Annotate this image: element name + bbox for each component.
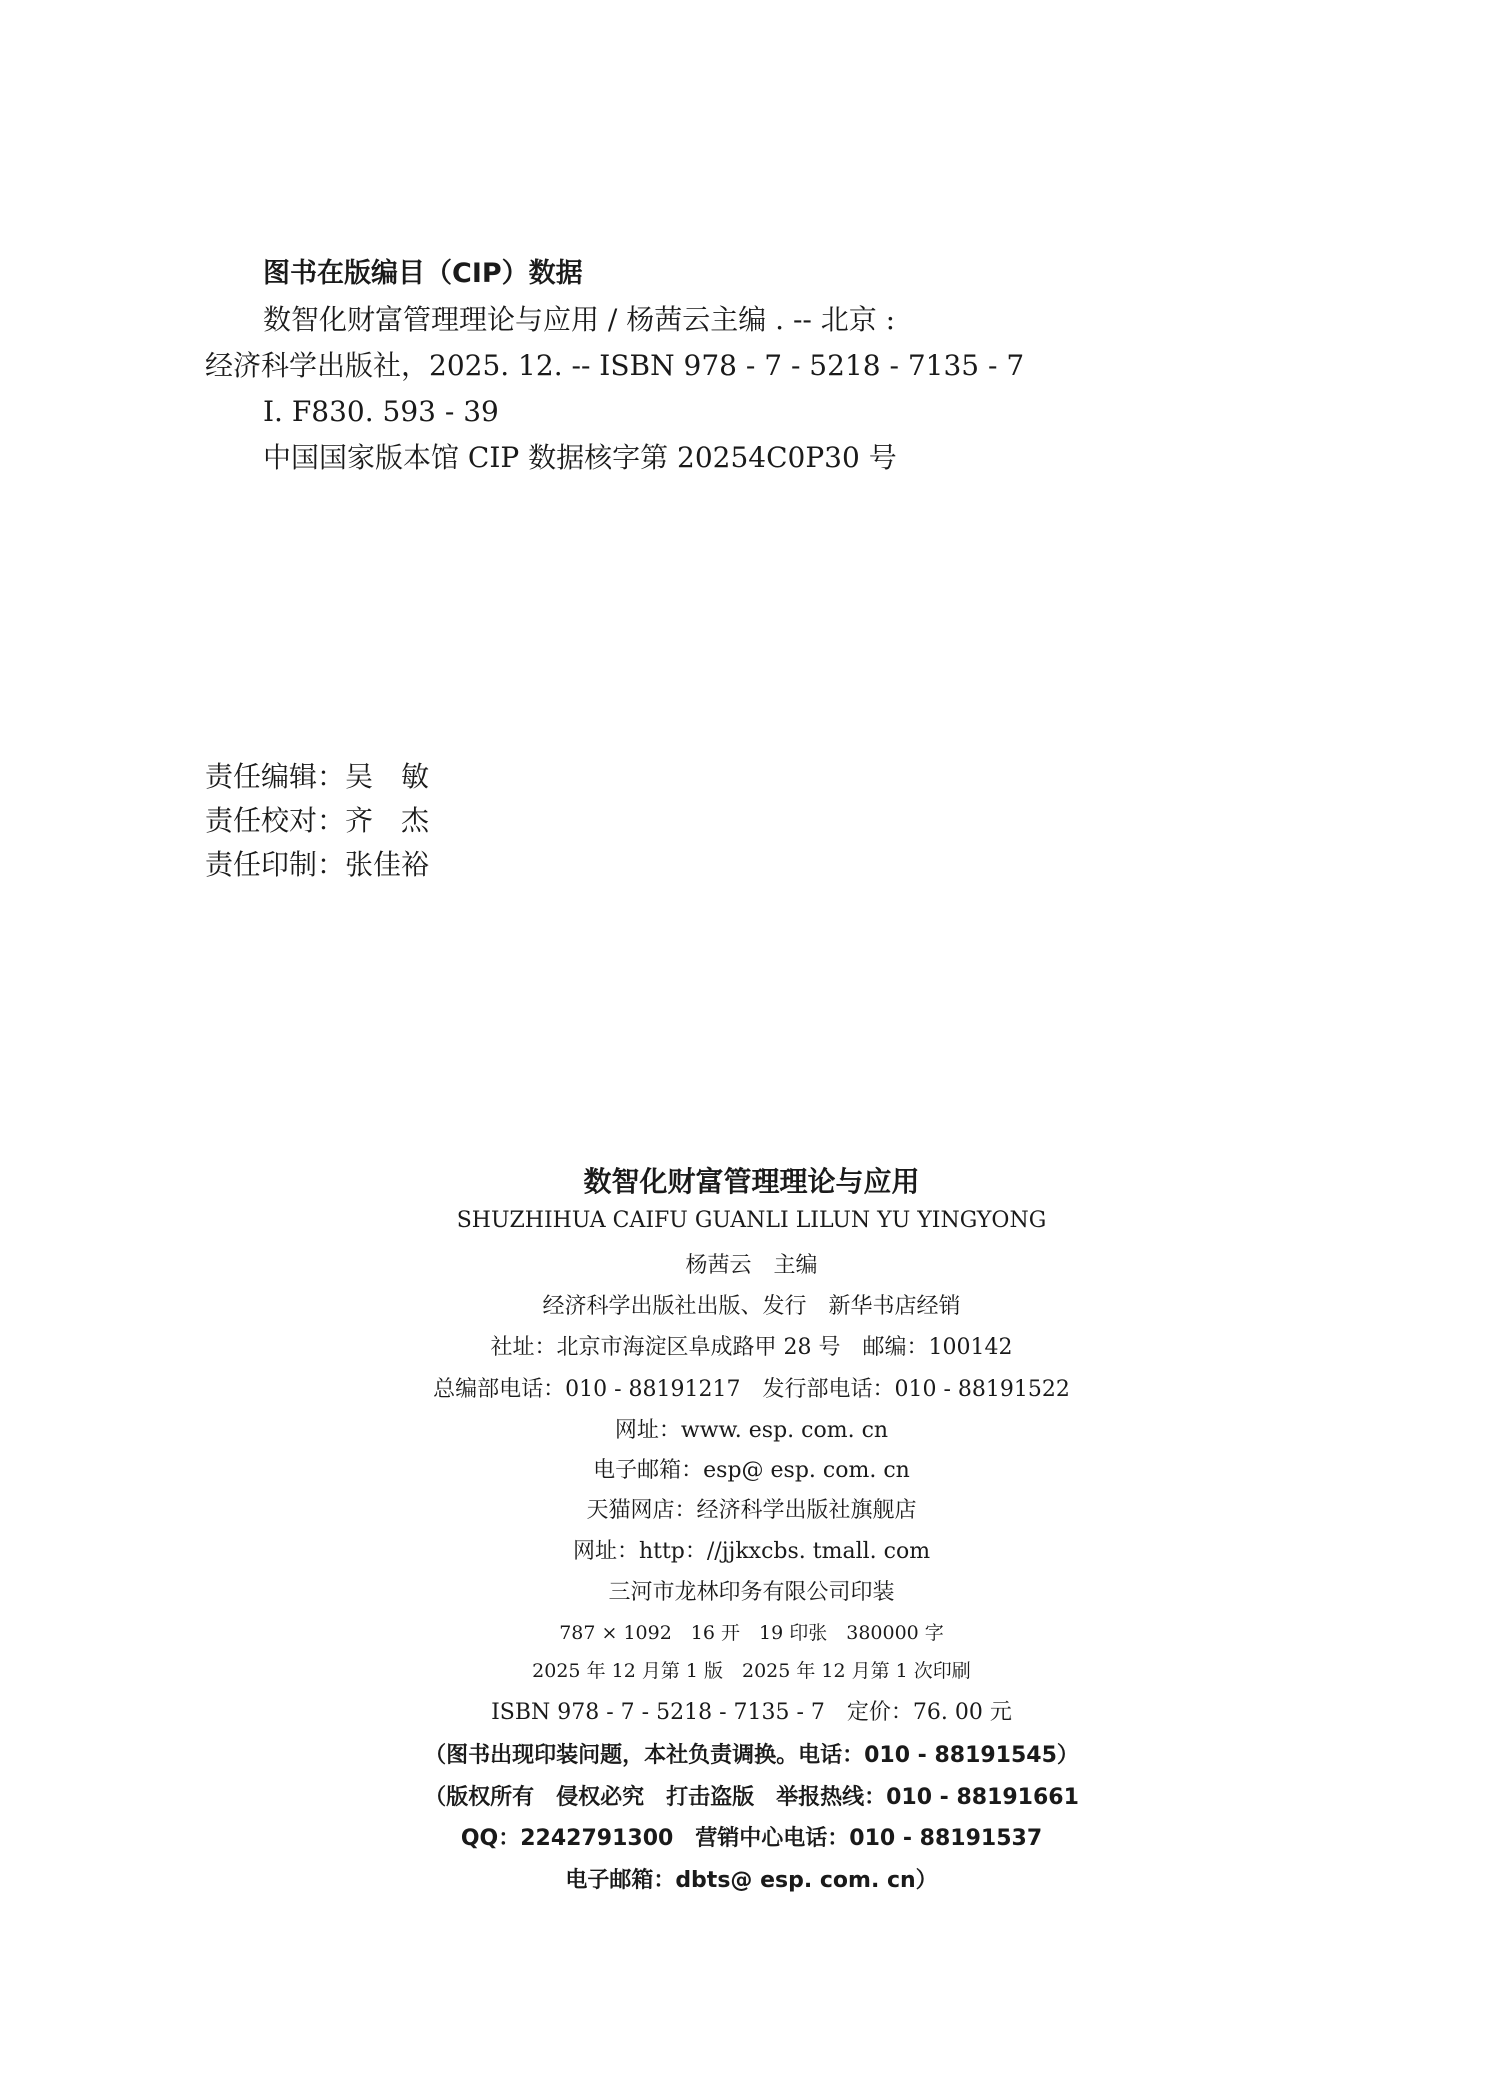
cip-heading: 图书在版编目（CIP）数据 xyxy=(263,258,583,289)
report-email: 电子邮箱：dbts@ esp. com. cn） xyxy=(565,1868,938,1893)
isbn-price: ISBN 978 - 7 - 5218 - 7135 - 7 定价：76. 00 元 xyxy=(491,1700,1012,1725)
publisher-email: 电子邮箱：esp@ esp. com. cn xyxy=(593,1458,910,1483)
qq-marketing-contact: QQ：2242791300 营销中心电话：010 - 88191537 xyxy=(460,1826,1043,1851)
responsible-proofreader: 责任校对：齐 杰 xyxy=(205,804,430,837)
cip-publisher-line: 经济科学出版社，2025. 12. -- ISBN 978 - 7 - 5218 - 7135 - 7 xyxy=(205,349,1025,382)
publisher-phones: 总编部电话：010 - 88191217 发行部电话：010 - 88191522 xyxy=(433,1377,1070,1402)
cip-record-number-line: 中国国家版本馆 CIP 数据核字第 20254C0P30 号 xyxy=(263,441,897,474)
copyright-notice: （版权所有 侵权必究 打击盗版 举报热线：010 - 88191661 xyxy=(424,1785,1079,1810)
tmall-store: 天猫网店：经济科学出版社旗舰店 xyxy=(586,1498,917,1523)
responsible-printing: 责任印制：张佳裕 xyxy=(205,848,430,881)
publisher-line: 经济科学出版社出版、发行 新华书店经销 xyxy=(542,1294,961,1319)
publisher-address: 社址：北京市海淀区阜成路甲 28 号 邮编：100142 xyxy=(490,1335,1013,1360)
book-title-pinyin: SHUZHIHUA CAIFU GUANLI LILUN YU YINGYONG xyxy=(456,1208,1047,1233)
book-author: 杨茜云 主编 xyxy=(685,1253,818,1278)
tmall-url: 网址：http：//jjkxcbs. tmall. com xyxy=(572,1539,931,1564)
responsibility-block xyxy=(205,755,429,887)
cip-title-line: 数智化财富管理理论与应用 / 杨茜云主编 . -- 北京 : xyxy=(263,303,896,336)
print-format: 787 × 1092 16 开 19 印张 380000 字 xyxy=(559,1622,944,1644)
publisher-website: 网址：www. esp. com. cn xyxy=(614,1418,889,1443)
book-title-zh: 数智化财富管理理论与应用 xyxy=(583,1165,920,1198)
print-defect-notice: （图书出现印装问题，本社负责调换。电话：010 - 88191545） xyxy=(424,1743,1079,1768)
printer: 三河市龙林印务有限公司印装 xyxy=(608,1580,895,1605)
responsible-editor: 责任编辑：吴 敏 xyxy=(205,760,430,793)
cip-classification-line: Ⅰ. F830. 593 - 39 xyxy=(263,395,499,428)
edition-info: 2025 年 12 月第 1 版 2025 年 12 月第 1 次印刷 xyxy=(532,1660,971,1682)
